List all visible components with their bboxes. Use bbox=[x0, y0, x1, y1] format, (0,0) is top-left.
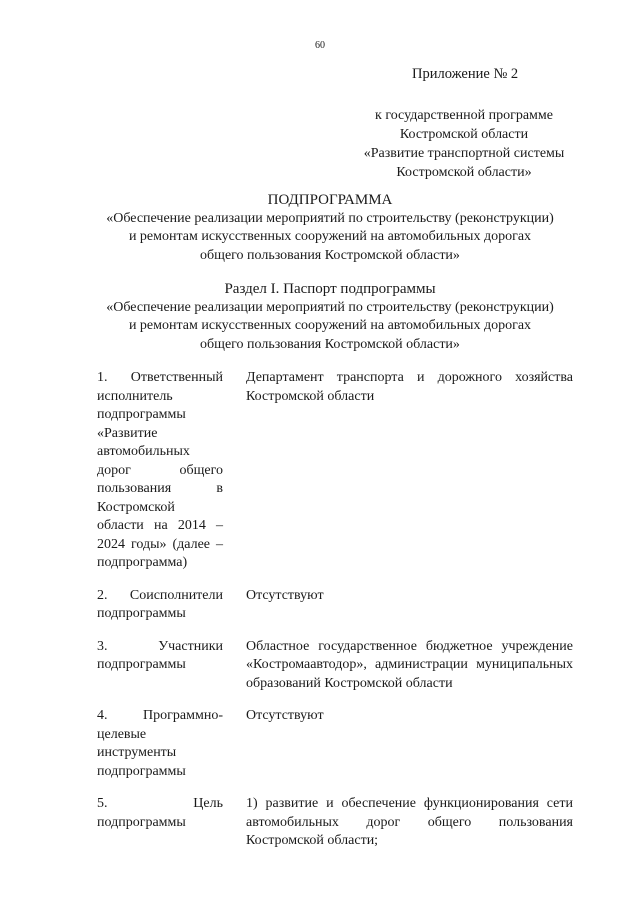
annex-title: Приложение № 2 bbox=[412, 66, 519, 82]
row-value: Областное государственное бюджетное учреждение «Костромаавтодор», администрации муниципальных образований Костромской области bbox=[246, 638, 573, 691]
table-row bbox=[97, 795, 573, 865]
row-label: 2. Соисполнители подпрограммы bbox=[97, 587, 223, 621]
reference-line: Костромской области» bbox=[396, 165, 532, 180]
table-row bbox=[97, 707, 573, 795]
section-heading: Раздел I. Паспорт подпрограммы bbox=[224, 281, 436, 297]
section-title-line: и ремонтам искусственных сооружений на автомобильных дорогах bbox=[128, 318, 532, 333]
subprogram-title-line: и ремонтам искусственных сооружений на автомобильных дорогах bbox=[128, 229, 532, 244]
table-row bbox=[97, 587, 573, 638]
table-row bbox=[97, 369, 573, 587]
row-label: 3. Участники подпрограммы bbox=[97, 638, 223, 672]
subprogram-title-line: общего пользования Костромской области» bbox=[200, 247, 460, 263]
section-title-block bbox=[60, 280, 600, 354]
row-value: Отсутствуют bbox=[246, 708, 324, 723]
section-title-line: общего пользования Костромской области» bbox=[200, 336, 460, 352]
subprogram-title-line: «Обеспечение реализации мероприятий по строительству (реконструкции) bbox=[106, 210, 554, 226]
reference-line: к государственной программе bbox=[375, 108, 553, 123]
table-row bbox=[97, 638, 573, 708]
subprogram-title-block bbox=[60, 191, 600, 265]
row-value: Департамент транспорта и дорожного хозяйства Костромской области bbox=[246, 370, 573, 404]
row-label: 4. Программно-целевые инструменты подпрограммы bbox=[97, 708, 223, 779]
reference-line: «Развитие транспортной системы bbox=[363, 146, 565, 161]
passport-table bbox=[97, 369, 573, 865]
section-title-line: «Обеспечение реализации мероприятий по строительству (реконструкции) bbox=[106, 299, 554, 315]
row-label: 5. Цель подпрограммы bbox=[97, 796, 223, 830]
row-label: 1. Ответственный исполнитель подпрограммы «Развитие автомобильных дорог общего пользования в Костромской области на 2014 – 2024 годы» (далее – подпрограмма) bbox=[97, 370, 223, 570]
reference-line: Костромской области bbox=[399, 127, 529, 142]
subprogram-heading: ПОДПРОГРАММА bbox=[267, 192, 393, 208]
row-value: 1) развитие и обеспечение функционирования сети автомобильных дорог общего пользования Костромской области; bbox=[246, 796, 573, 848]
row-value: Отсутствуют bbox=[246, 587, 324, 603]
page-number: 60 bbox=[315, 40, 325, 51]
annex-reference bbox=[356, 106, 572, 182]
